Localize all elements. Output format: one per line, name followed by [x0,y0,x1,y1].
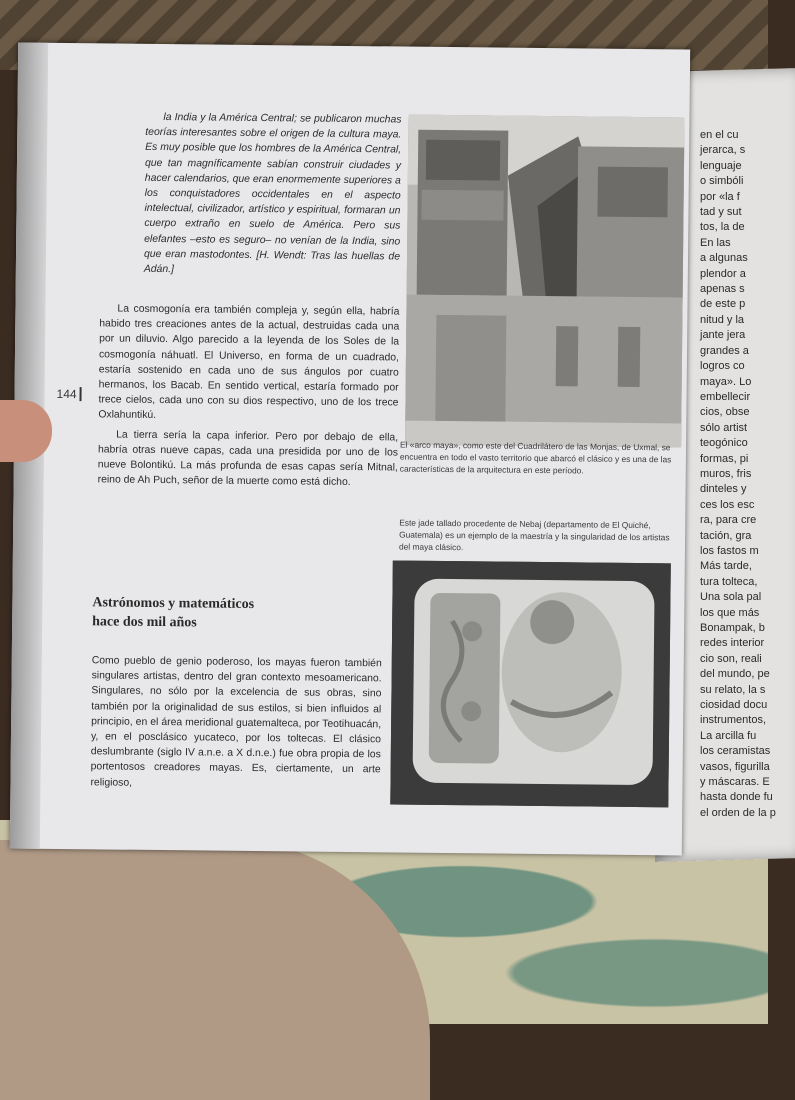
body-paragraph: La cosmogonía era también compleja y, según ella, habría habido tres creaciones antes de la actual, destruidas cada una por un diluvio. Algo parecido a la leyenda de los Soles de la cosmogonía náhuatl. El Universo, en forma de un cuadrado, estaría sostenido en cada uno de sus ángulos por cuatro hermanos, los Bacab. En sentido vertical, estaría formado por trece cielos, cada uno con su dios respectivo, uno de los trece Oxlahuntikú. [98,303,400,422]
right-page-line: nitud y la [700,313,745,326]
right-page-text [700,128,776,821]
right-page-line: sólo artist [700,421,748,434]
right-page-line: jante jera [700,329,746,342]
quote-text: la India y la América Central; se publicaron muchas teorías interesantes sobre el origen de la cultura maya. Es muy posible que los hombres de la América Central, que tan magníficamente sabían construir ciudades y hacer calendarios, que eran enormemente superiores a los conquistadores occidentales en el aspecto intelectual, civilizador, artístico y espiritual, formaran un cuerpo extraño en suelo de América. Pero sus elefantes –esto es seguro– no venían de la India, sino que eran mastodontes. [H. Wendt: Tras las huellas de Adán.] [143,112,402,276]
right-page-line: tación, gra [700,529,752,542]
right-page-line: los que más [700,606,760,619]
right-page-line: hasta donde fu [700,791,773,804]
right-page-line: instrumentos, [700,714,767,727]
right-page-line: teogónico [700,437,748,450]
section-heading-line: Astrónomos y matemáticos [92,595,255,613]
jade-carving [390,560,671,807]
jade-photo [390,560,671,807]
right-page-line: cios, obse [700,406,750,419]
right-page-line: o simbóli [700,175,744,188]
section-body [90,653,381,797]
right-page-line: dinteles y [700,483,747,496]
right-page-line: los ceramistas [700,745,771,758]
right-page-line: redes interior [700,637,765,650]
right-page-line: del mundo, pe [700,668,770,681]
right-page-line: ces los esc [700,498,755,511]
right-page-line: apenas s [700,283,745,296]
right-page-line: Una sola pal [700,591,762,604]
right-page-line: tura tolteca, [700,575,758,588]
right-page-line: los fastos m [700,544,759,557]
arch-illustration [405,115,684,448]
right-page-line: En las [700,236,731,249]
right-page-line: lenguaje [700,159,742,172]
jade-caption: Este jade tallado procedente de Nebaj (departamento de El Quiché, Guatemala) es un ejemplo de la maestría y la singularidad de los artistas del maya clásico. [398,517,670,553]
right-page-line: Bonampak, b [700,622,765,634]
quote-block [144,110,402,284]
right-page-line: por «la f [700,190,740,203]
body-paragraph: La tierra sería la capa inferior. Pero por debajo de ella, habría otras nueve capas, cada una presidida por uno de los nueve Bolontikú. La más profunda de esas capas sería Mitnal, reino de Ah Puch, señor de la muerte como está dicho. [97,429,399,489]
right-page-line: maya». Lo [700,375,752,388]
right-page-line: formas, pi [700,452,749,465]
page-number: 144 [56,387,81,401]
right-page-line: de este p [700,298,746,311]
right-page-line: muros, fris [700,467,752,480]
right-page-line: grandes a [700,344,749,357]
right-page-line: logros co [700,360,745,373]
section-heading [92,593,352,634]
right-page-line: ra, para cre [700,514,757,527]
maya-arch-photo [405,115,684,448]
left-page [10,43,690,856]
right-page-line: su relato, la s [700,683,766,696]
right-page-line: tos, la de [700,221,745,234]
right-page-line: jerarca, s [700,144,746,157]
section-heading-line: hace dos mil años [92,614,197,631]
right-page-lines [700,128,776,821]
section-paragraph: Como pueblo de genio poderoso, los mayas fueron también singulares artistas, dentro del gran contexto mesoamericano. Singulares, no sólo por la excelencia de sus obras, sino también por la originalidad de sus estilos, si bien influidos al principio, en el área meridional guatemalteca, por Teotihuacán, y, en el posclásico yucateco, por los toltecas. El clásico deslumbrante (siglo IV a.n.e. a X d.n.e.) fue obra propia de los portentosos creadores mayas. Es, ciertamente, un arte religioso, [90,655,382,789]
right-page-line: cio son, reali [700,652,762,665]
right-page-line: La arcilla fu [700,729,757,742]
arch-caption: El «arco maya», como este del Cuadrilátero de las Monjas, de Uxmal, se encuentra en todo el vasto territorio que abarcó el clásico y es una de las características de la arquitectura en este período. [399,439,672,476]
right-page-line: Más tarde, [700,560,752,573]
right-page-line: vasos, figurilla [700,760,770,773]
body-column [98,301,400,495]
right-page-line: y máscaras. E [700,776,770,789]
right-page-line: a algunas [700,252,748,265]
right-page-line: tad y sut [700,206,742,219]
right-page-line: plendor a [700,267,746,280]
right-page-line: el orden de la p [700,806,776,819]
right-page-line: embellecir [700,390,751,403]
right-page-line: en el cu [700,129,739,141]
right-page-line: ciosidad docu [700,699,768,712]
